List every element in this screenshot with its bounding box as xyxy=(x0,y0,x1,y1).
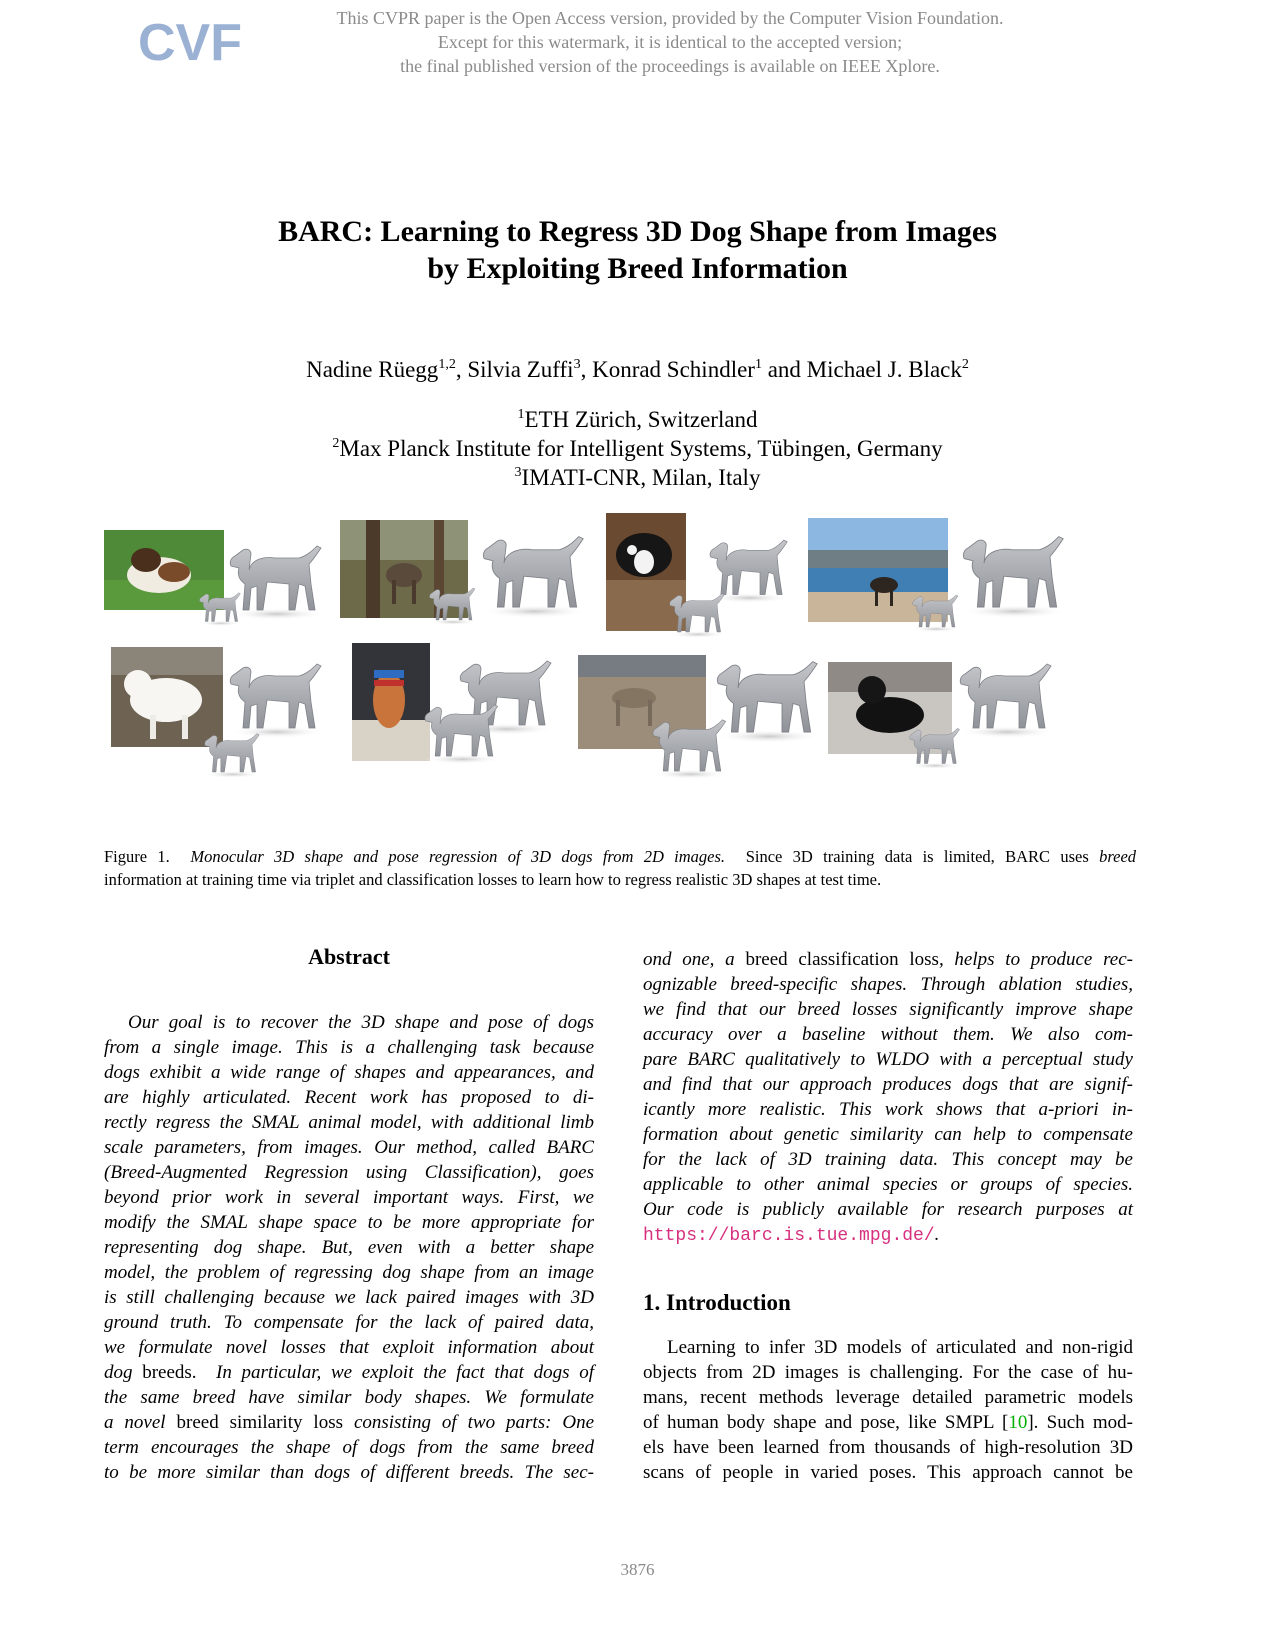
text-line: to be more similar than dogs of different breeds. The sec- xyxy=(104,1462,594,1483)
text-line: accuracy over a baseline without them. We also com- xyxy=(643,1024,1133,1045)
text-line: we formulate novel losses that exploit information about xyxy=(104,1337,594,1358)
introduction-text xyxy=(643,1335,1133,1485)
affiliation-mark: 2 xyxy=(332,436,340,451)
text-line: ground truth. To compensate for the lack of paired data, xyxy=(104,1312,594,1333)
author-affiliation-mark: 1 xyxy=(754,357,762,372)
text-line xyxy=(643,1410,1133,1435)
cvf-logo xyxy=(138,10,242,74)
text-fragment: consisting of two parts: One xyxy=(353,1412,595,1433)
text-line: icantly more realistic. This work shows that a-priori in- xyxy=(643,1099,1133,1120)
paper-title xyxy=(100,213,1175,287)
caption-emphasis: breed xyxy=(1099,847,1137,866)
text-line: for the lack of 3D training data. This concept may be xyxy=(643,1149,1133,1170)
affiliation-3 xyxy=(100,463,1175,492)
affiliation-2 xyxy=(100,434,1175,463)
text-line: formation about genetic similarity can help to compensate xyxy=(643,1124,1133,1145)
mesh-dog xyxy=(229,664,325,738)
mesh-dog xyxy=(669,594,727,638)
caption-label: Figure 1. xyxy=(104,847,170,866)
code-url-link[interactable]: https://barc.is.tue.mpg.de/ xyxy=(643,1226,935,1246)
author-name: , Silvia Zuffi xyxy=(455,357,574,382)
author-affiliation-mark: 1,2 xyxy=(438,357,456,372)
affiliation-text: IMATI-CNR, Milan, Italy xyxy=(521,465,761,490)
citation-link[interactable]: 10 xyxy=(1008,1412,1028,1433)
text-line: is still challenging because we lack paired images with 3D xyxy=(104,1287,594,1308)
author-name: and Michael J. Black xyxy=(761,357,962,382)
mesh-dog xyxy=(716,662,822,743)
watermark-line-2: Except for this watermark, it is identical to the accepted version; xyxy=(437,32,903,52)
title-line-2: by Exploiting Breed Information xyxy=(427,252,848,285)
author-affiliation-mark: 3 xyxy=(573,357,581,372)
text-fragment: , helps to produce rec- xyxy=(938,949,1133,970)
text-line: objects from 2D images is challenging. For the case of hu- xyxy=(643,1362,1133,1383)
page-number: 3876 xyxy=(620,1560,655,1579)
title-line-1: BARC: Learning to Regress 3D Dog Shape from Images xyxy=(278,215,997,248)
text-line xyxy=(104,1360,594,1385)
caption-line-2: information at training time via triplet and classification losses to learn how to regress realistic 3D shapes at test time. xyxy=(104,870,882,889)
text-line xyxy=(104,1410,594,1435)
text-line: the same breed have similar body shapes. We formulate xyxy=(104,1387,594,1408)
affiliation-text: Max Planck Institute for Intelligent Systems, Tübingen, Germany xyxy=(339,436,943,461)
author-name: , Konrad Schindler xyxy=(580,357,755,382)
text-line: and find that our approach produces dogs that are signif- xyxy=(643,1074,1133,1095)
caption-text: Since 3D training data is limited, BARC uses xyxy=(745,847,1089,866)
text-line: model, the problem of regressing dog shape from an image xyxy=(104,1262,594,1283)
watermark xyxy=(250,6,1090,78)
text-line xyxy=(643,947,1133,972)
text-line: dogs exhibit a wide range of shapes and appearances, and xyxy=(104,1062,594,1083)
text-fragment: ]. Such mod- xyxy=(1027,1412,1133,1433)
mesh-dog xyxy=(959,664,1055,738)
affiliations xyxy=(100,405,1175,492)
text-line: Our code is publicly available for research purposes at xyxy=(643,1199,1133,1220)
text-line xyxy=(643,1222,1133,1247)
author-list xyxy=(100,355,1175,385)
text-line: applicable to other animal species or groups of species. xyxy=(643,1174,1133,1195)
watermark-line-1: This CVPR paper is the Open Access version, provided by the Computer Vision Foundation. xyxy=(336,8,1004,28)
text-line: mans, recent methods leverage detailed parametric models xyxy=(643,1387,1133,1408)
caption-italic-text: Monocular 3D shape and pose regression of 3D dogs from 2D images. xyxy=(190,847,726,866)
abstract-heading: Abstract xyxy=(308,944,390,969)
abstract-right-column xyxy=(643,947,1133,1247)
text-line: scans of people in varied poses. This approach cannot be xyxy=(643,1462,1133,1483)
photo-pharaoh-hound xyxy=(352,643,430,761)
author-name: Nadine Rüegg xyxy=(306,357,439,382)
figure-1-dog-montage xyxy=(104,530,1136,836)
cvf-logo-text: CVF xyxy=(138,14,242,72)
mesh-dog xyxy=(482,537,588,618)
introduction-heading: 1. Introduction xyxy=(643,1290,791,1315)
figure-caption xyxy=(104,845,1136,891)
affiliation-1 xyxy=(100,405,1175,434)
text-fragment: dog xyxy=(104,1362,133,1383)
text-line: modify the SMAL shape space to be more appropriate for xyxy=(104,1212,594,1233)
text-line: Learning to infer 3D models of articulated and non-rigid xyxy=(667,1337,1133,1358)
text-line: term encourages the shape of dogs from the same breed xyxy=(104,1437,594,1458)
mesh-dog xyxy=(424,705,501,764)
text-line: rectly regress the SMAL animal model, with additional limb xyxy=(104,1112,594,1133)
author-affiliation-mark: 2 xyxy=(961,357,969,372)
text-line: Our goal is to recover the 3D shape and pose of dogs xyxy=(128,1012,594,1033)
mesh-dog xyxy=(229,546,325,620)
mesh-dog xyxy=(962,537,1068,618)
affiliation-text: ETH Zürich, Switzerland xyxy=(524,407,758,432)
watermark-line-3: the final published version of the proceedings is available on IEEE Xplore. xyxy=(400,56,940,76)
photo-boston-terrier xyxy=(606,513,686,631)
text-fragment: In particular, we exploit the fact that dogs of xyxy=(216,1362,594,1383)
text-line: scale parameters, from images. Our method, called BARC xyxy=(104,1137,594,1158)
text-line: from a single image. This is a challenging task because xyxy=(104,1037,594,1058)
text-fragment: breed similarity loss xyxy=(176,1412,343,1433)
mesh-dog xyxy=(709,540,791,603)
abstract-left-column xyxy=(104,1010,594,1485)
photo-samoyed xyxy=(111,647,223,747)
text-line: pare BARC qualitatively to WLDO with a perceptual study xyxy=(643,1049,1133,1070)
text-line: are highly articulated. Recent work has proposed to di- xyxy=(104,1087,594,1108)
caption-line-1 xyxy=(104,845,1136,868)
text-fragment: breed classification loss xyxy=(745,949,939,970)
text-line: representing dog shape. But, even with a better shape xyxy=(104,1237,594,1258)
text-fragment: a novel xyxy=(104,1412,166,1433)
text-line: (Breed-Augmented Regression using Classification), goes xyxy=(104,1162,594,1183)
text-line: we find that our breed losses significantly improve shape xyxy=(643,999,1133,1020)
text-line: beyond prior work in several important ways. First, we xyxy=(104,1187,594,1208)
text-line: els have been learned from thousands of high-resolution 3D xyxy=(643,1437,1133,1458)
text-line: ognizable breed-specific shapes. Through ablation studies, xyxy=(643,974,1133,995)
text-fragment: of human body shape and pose, like SMPL [ xyxy=(643,1412,1009,1433)
text-fragment: breeds. xyxy=(142,1362,197,1383)
text-fragment: . xyxy=(934,1224,940,1245)
affiliation-mark: 1 xyxy=(517,407,525,422)
text-fragment: ond one, a xyxy=(643,949,735,970)
mesh-dog xyxy=(204,734,262,778)
affiliation-mark: 3 xyxy=(514,465,522,480)
